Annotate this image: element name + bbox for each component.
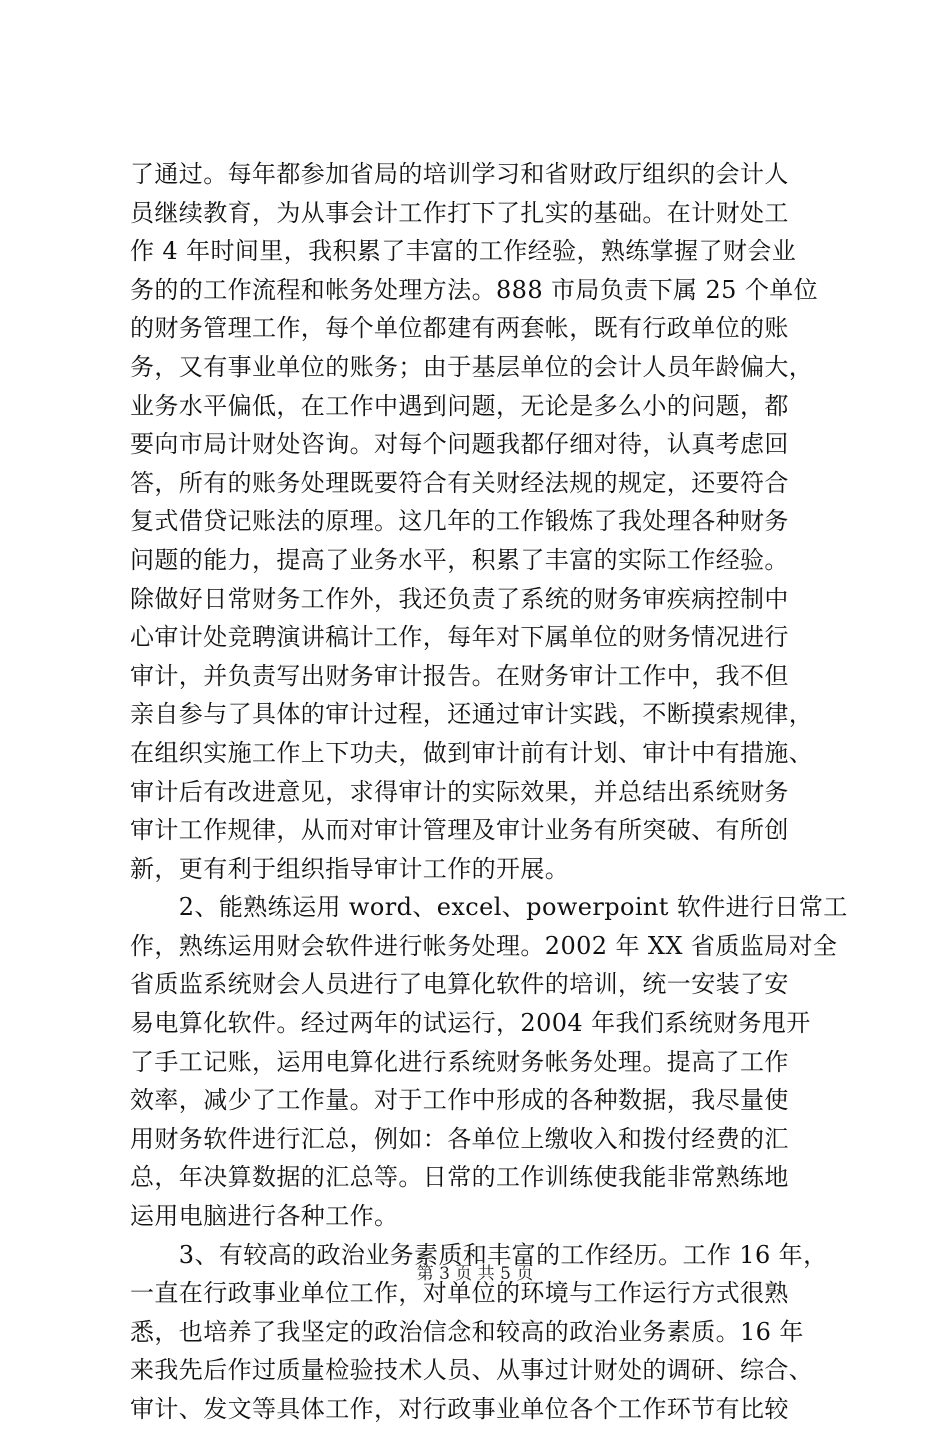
text-line: 在组织实施工作上下功夫，做到审计前有计划、审计中有措施、	[130, 738, 814, 767]
text-line: 总，年决算数据的汇总等。日常的工作训练使我能非常熟练地	[130, 1163, 789, 1192]
text-line: 审计，并负责写出财务审计报告。在财务审计工作中，我不但	[130, 661, 789, 690]
text-line: 复式借贷记账法的原理。这几年的工作锻炼了我处理各种财务	[130, 507, 789, 536]
text-line: 省质监系统财会人员进行了电算化软件的培训，统一安装了安	[130, 970, 789, 999]
text-line: 答，所有的账务处理既要符合有关财经法规的规定，还要符合	[130, 468, 789, 497]
text-line: 作，熟练运用财会软件进行帐务处理。2002 年 XX 省质监局对全	[130, 931, 838, 960]
text-line: 易电算化软件。经过两年的试运行，2004 年我们系统财务甩开	[130, 1009, 811, 1038]
text-line: 业务水平偏低，在工作中遇到问题，无论是多么小的问题，都	[130, 391, 789, 420]
body-text	[130, 155, 850, 1429]
text-line: 作 4 年时间里，我积累了丰富的工作经验，熟练掌握了财会业	[130, 237, 797, 266]
text-line: 3、有较高的政治业务素质和丰富的工作经历。工作 16 年，	[130, 1240, 828, 1269]
text-line: 审计后有改进意见，求得审计的实际效果，并总结出系统财务	[130, 777, 789, 806]
text-line: 亲自参与了具体的审计过程，还通过审计实践，不断摸索规律，	[130, 700, 814, 729]
text-line: 了通过。每年都参加省局的培训学习和省财政厅组织的会计人	[130, 160, 789, 188]
text-line: 运用电脑进行各种工作。	[130, 1202, 399, 1231]
text-line: 来我先后作过质量检验技术人员、从事过计财处的调研、综合、	[130, 1356, 814, 1385]
text-line: 的财务管理工作，每个单位都建有两套帐，既有行政单位的账	[130, 314, 789, 343]
text-line: 悉，也培养了我坚定的政治信念和较高的政治业务素质。16 年	[130, 1317, 804, 1346]
text-line: 了手工记账，运用电算化进行系统财务帐务处理。提高了工作	[130, 1047, 789, 1076]
text-line: 新，更有利于组织指导审计工作的开展。	[130, 854, 570, 883]
text-line: 效率，减少了工作量。对于工作中形成的各种数据，我尽量使	[130, 1086, 789, 1115]
text-line: 审计工作规律，从而对审计管理及审计业务有所突破、有所创	[130, 816, 789, 845]
text-line: 务，又有事业单位的账务；由于基层单位的会计人员年龄偏大，	[130, 352, 814, 381]
text-line: 一直在行政事业单位工作，对单位的环境与工作运行方式很熟	[130, 1279, 789, 1308]
text-line: 要向市局计财处咨询。对每个问题我都仔细对待，认真考虑回	[130, 430, 789, 459]
page-footer: 第 3 页 共 5 页	[416, 1264, 534, 1284]
text-line: 2、能熟练运用 word、excel、powerpoint 软件进行日常工	[130, 893, 848, 922]
text-line: 用财务软件进行汇总，例如：各单位上缴收入和拨付经费的汇	[130, 1124, 789, 1153]
text-line: 心审计处竞聘演讲稿计工作，每年对下属单位的财务情况进行	[130, 623, 789, 652]
text-line: 员继续教育，为从事会计工作打下了扎实的基础。在计财处工	[130, 198, 789, 227]
text-line: 务的的工作流程和帐务处理方法。888 市局负责下属 25 个单位	[130, 275, 819, 304]
text-line: 问题的能力，提高了业务水平，积累了丰富的实际工作经验。	[130, 545, 789, 574]
text-line: 审计、发文等具体工作，对行政事业单位各个工作环节有比较	[130, 1395, 789, 1423]
text-line: 除做好日常财务工作外，我还负责了系统的财务审疾病控制中	[130, 584, 789, 613]
